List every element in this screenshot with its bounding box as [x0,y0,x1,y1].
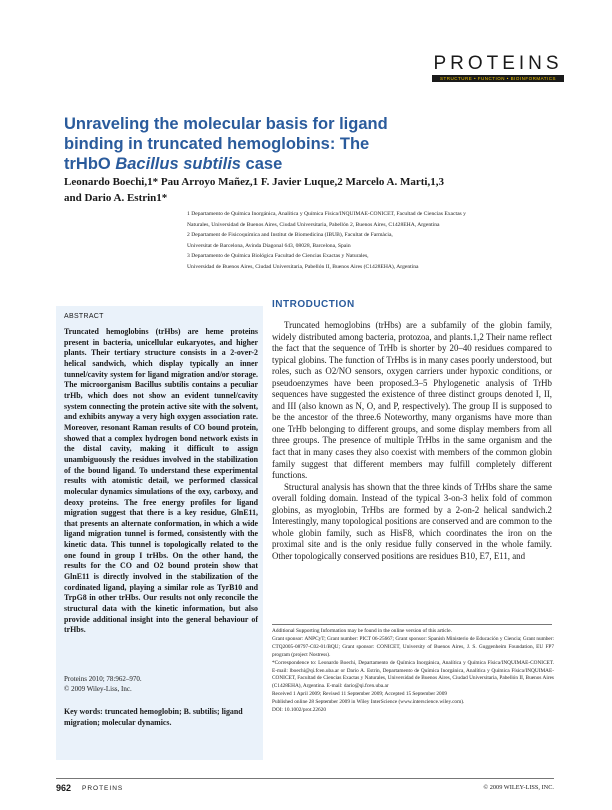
copyright-line: © 2009 Wiley-Liss, Inc. [64,685,132,693]
keywords: Key words: truncated hemoglobin; B. subtilis; ligand migration; molecular dynamics. [64,707,243,727]
abstract-text: Truncated hemoglobins (trHbs) are heme proteins present in bacteria, unicellular eukaryotes, and higher plants. Their tertiary structure consists in a 2-over-2 helical sandwich, which display typically an inner tunnel/cavity system for ligand migration and/or storage. The microorganism Bacillus subtilis contains a peculiar trHb, which does not show an evident tunnel/cavity system connecting the protein active site with the solvent, and exhibits anyway a very high oxygen association rate. Moreover, resonant Raman results of CO bound protein, showed that a complex hydrogen bond network exists in the distal cavity, making it difficult to assign unambiguously the residues involved in the stabilization of the bound ligand. To understand these experimental results with atomistic detail, we performed classical molecular dynamics simulations of the oxy, carboxy, and deoxy proteins. The free energy profiles for ligand migration suggest that there is a key residue, GlnE11, that presents an alternate conformation, in which a wide ligand migration tunnel is formed, consistently with the kinetic data. This tunnel is topologically related to the one found in group I trHbs. On the other hand, the results for the CO and O2 bound protein show that GlnE11 is directly involved in the stabilization of the cordinated ligand, playing a similar role as TyrB10 and TrpG8 in other trHbs. Our results not only reconcile the structural data with the kinetic information, but also provide additional insight into the general behaviour of trHbs. [64,327,258,635]
footnote: DOI: 10.1002/prot.22620 [272,707,326,714]
footnote: Received 1 April 2009; Revised 11 September 2009; Accepted 15 September 2009 [272,691,448,698]
introduction-heading: INTRODUCTION [272,299,355,310]
authors-line-1: Leonardo Boechi,1* Pau Arroyo Mañez,1 F. Javier Luque,2 Marcelo A. Marti,1,3 [64,176,444,188]
title-species: Bacillus subtilis [115,155,241,173]
logo-tagline: STRUCTURE • FUNCTION • BIOINFORMATICS [439,76,557,81]
affiliation-line: 1 Departamento de Química Inorgánica, Analítica y Química Física/INQUIMAE-CONICET, Facultad de Ciencias Exactas y [187,211,466,217]
affiliation-line: Universidad de Buenos Aires, Ciudad Universitaria, Pabellón II, Buenos Aires (C1428EHA), Argentina [187,263,419,270]
abstract-heading: ABSTRACT [64,313,104,320]
affiliation-line: Naturales, Universidad de Buenos Aires, Ciudad Universitaria, Pabellón 2, Buenos Aires, C1428EHA, Argentina [187,221,440,228]
title-suffix: case [240,155,283,173]
affiliation-line: 3 Departamento de Química Biológica Facultad de Ciencias Exactas y Naturales, [187,253,369,260]
footer-divider [56,778,554,779]
journal-logo [432,54,564,84]
title-prefix: trHbO [64,155,116,173]
footnote: Grant sponsor: ANPCyT; Grant number: PICT 06-25667; Grant sponsor: Spanish Ministerio de Educación y Ciencia; Grant number: CTQ2005-08797-C02-01/BQU; Grant sponsor: CONICET, University of Buenos Aires, J. S. Guggenheim Foundation, EU FP7 program (project Nostress). [272,635,554,658]
footnotes [272,628,554,715]
footnote-divider [272,624,552,625]
logo-wordmark: PROTEINS [433,53,563,74]
footer-copyright: © 2009 WILEY-LISS, INC. [483,784,554,791]
affiliation-line: 2 Departament de Fisicoquímica and Institut de Biomedicina (IBUB), Facultat de Farmàcia, [187,232,393,239]
footer-journal-name: PROTEINS [82,785,124,792]
footnote: Published online 28 September 2009 in Wiley InterScience (www.interscience.wiley.com). [272,699,465,706]
intro-paragraph: Structural analysis has shown that the three kinds of TrHbs share the same overall folding domain. Instead of the typical 3-on-3 helix fold of common globins, as myoglobin, TrHbs are formed by a 2-on-2 helical sandwich.2 Interestingly, many topological positions are conserved and are common to the whole globin family, such as HisF8, which coordinates the iron on the proximal site and is the only residue fully conserved in the whole family. Other topologically conserved positions are residues B10, E7, E11, and [272,481,552,561]
author-list [64,174,564,206]
citation-line: Proteins 2010; 78:962–970. [64,675,142,683]
title-line-1: Unraveling the molecular basis for ligand [64,115,388,133]
footnote: *Correspondence to: Leonardo Boechi, Departamento de Química Inorgánica, Analítica y Química Física/INQUIMAE-CONICET. E-mail: lboechi@qi.fcen.uba.ar or Dario A. Estrin, Departamento de Química Inorgánica, Analítica y Química Física/INQUIMAE-CONICET, Facultad de Ciencias Exactas y Naturales, Universidad de Buenos Aires, Ciudad Universitaria, Pabellón II, Buenos Aires (C1428EHA), Argentina. E-mail: dario@qi.fcen.uba.ar [272,659,554,690]
footnote: Additional Supporting Information may be found in the online version of this article. [272,628,452,634]
abstract-citation [64,674,258,694]
title-line-2: binding in truncated hemoglobins: The [64,135,370,153]
intro-paragraph: Truncated hemoglobins (trHbs) are a subfamily of the globin family, widely distributed among bacteria, protozoa, and plants.1,2 Their name reflect the fact that the sequence of TrHb is shorter by 20–40 residues compared to typical globins. The function of TrHbs is in many cases poorly understood, but roles, such as O2/NO sensors, oxygen carriers under hypoxic conditions, or pseudoenzymes have been proposed.3–5 Phylogenetic analysis of TrHb sequences have suggested the existence of three distinct groups denoted I, II, and III (also known as N, O, and P, respectively). The group II is supposed to be the ancestor of the three.6 Noteworthy, many organisms have more than one TrHb belonging to different groups, and some display members from all three groups. The presence of multiple TrHbs in the same organism and the fact that in many cases they also coexist with members of the common globin family suggest that different members may fulfill completely different functions. [272,320,552,481]
authors-line-2: and Dario A. Estrin1* [64,192,168,204]
affiliations [187,209,567,273]
title-line-3 [64,154,544,174]
affiliation-line: Universitat de Barcelona, Avinda Diagonal 643, 08028, Barcelona, Spain [187,242,351,249]
page-number: 962 [56,783,72,793]
introduction-body [272,320,552,562]
article-title [64,114,544,174]
